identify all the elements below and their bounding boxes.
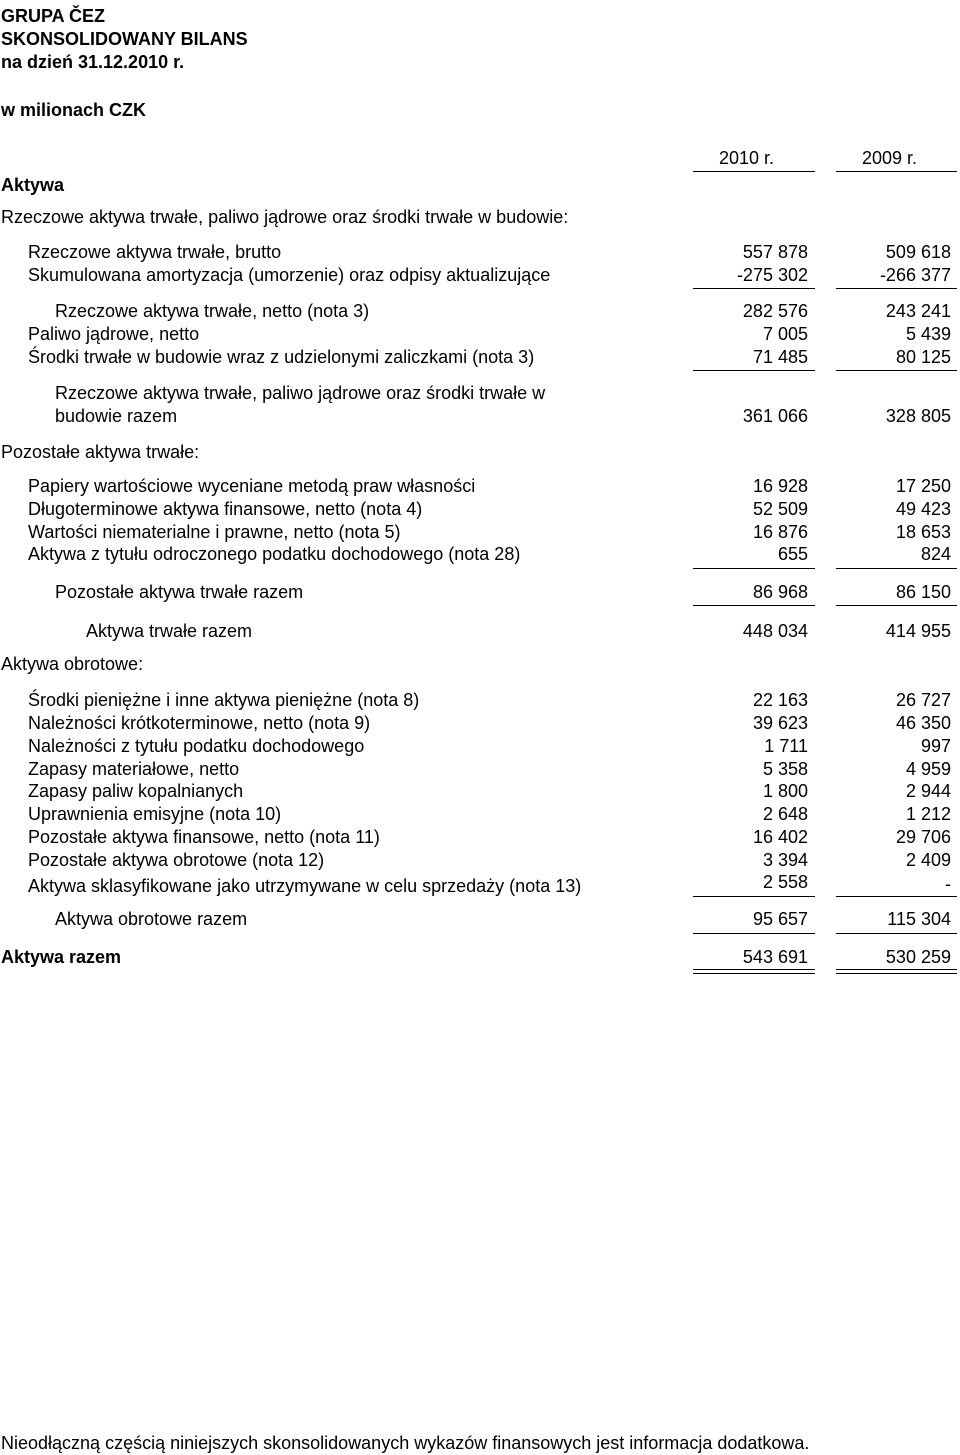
row-label: Papiery wartościowe wyceniane metodą praw własności [28, 476, 476, 496]
value-2010: 71 485 [752, 347, 808, 367]
value-2009: 2 944 [905, 781, 951, 801]
value-2010: 448 034 [742, 621, 808, 641]
value-2009: 4 959 [905, 759, 951, 779]
value-2010: -275 302 [736, 265, 808, 285]
unit-label: w milionach CZK [1, 100, 147, 120]
value-2009: 29 706 [895, 827, 951, 847]
value-2009: 80 125 [895, 347, 951, 367]
value-2010: 361 066 [742, 406, 808, 426]
value-2010: 52 509 [752, 499, 808, 519]
row-label: Pozostałe aktywa trwałe razem [55, 582, 304, 602]
value-2010: 16 402 [752, 827, 808, 847]
value-2009: 243 241 [885, 301, 951, 321]
row-label: Uprawnienia emisyjne (nota 10) [28, 804, 282, 824]
row-label: Należności z tytułu podatku dochodowego [28, 736, 365, 756]
value-2009: 414 955 [885, 621, 951, 641]
value-2009: 509 618 [885, 242, 951, 262]
subtotal-line [836, 933, 957, 934]
value-2009: 2 409 [905, 850, 951, 870]
value-2009: 997 [920, 736, 951, 756]
value-2009: 328 805 [885, 406, 951, 426]
value-2010: 655 [777, 544, 808, 564]
subtotal-line [693, 933, 815, 934]
value-2009: - [945, 874, 951, 894]
row-label: Paliwo jądrowe, netto [28, 324, 200, 344]
row-label: Rzeczowe aktywa trwałe, paliwo jądrowe oraz środki trwałe w [55, 383, 546, 403]
row-label: Aktywa obrotowe razem [55, 909, 248, 929]
assets-total-label: Aktywa razem [1, 947, 122, 967]
footer-note: Nieodłączną częścią niniejszych skonsolidowanych wykazów finansowych jest informacja dodatkowa. [1, 1433, 810, 1453]
double-underline [836, 969, 957, 970]
double-underline [693, 973, 815, 974]
row-label: Środki trwałe w budowie wraz z udzielonymi zaliczkami (nota 3) [28, 347, 535, 367]
value-2009: 46 350 [895, 713, 951, 733]
value-2010: 2 648 [762, 804, 808, 824]
row-label: Zapasy paliw kopalnianych [28, 781, 244, 801]
value-2009: 17 250 [895, 476, 951, 496]
row-label: budowie razem [55, 406, 178, 426]
subtotal-line [693, 370, 815, 371]
section-assets: Aktywa [1, 175, 65, 195]
value-2010: 1 800 [762, 781, 808, 801]
value-2010: 16 876 [752, 522, 808, 542]
value-2009: 1 212 [905, 804, 951, 824]
row-label: Aktywa sklasyfikowane jako utrzymywane w celu sprzedaży (nota 13) [28, 876, 582, 896]
value-2010: 7 005 [762, 324, 808, 344]
ppe-heading: Rzeczowe aktywa trwałe, paliwo jądrowe oraz środki trwałe w budowie: [1, 207, 569, 227]
subtotal-line [693, 568, 815, 569]
value-2010: 1 711 [764, 736, 808, 756]
column-header-2009: 2009 r. [862, 148, 918, 168]
value-2009: 5 439 [905, 324, 951, 344]
value-2010: 95 657 [752, 909, 808, 929]
value-2009: 18 653 [895, 522, 951, 542]
subtotal-line [836, 370, 957, 371]
value-2010: 282 576 [742, 301, 808, 321]
column-header-underline [836, 171, 957, 172]
value-2009: 49 423 [895, 499, 951, 519]
row-label: Środki pieniężne i inne aktywa pieniężne (nota 8) [28, 690, 420, 710]
row-label: Aktywa trwałe razem [86, 621, 253, 641]
row-label: Skumulowana amortyzacja (umorzenie) oraz odpisy aktualizujące [28, 265, 551, 285]
subtotal-line [693, 896, 815, 897]
other-noncurrent-heading: Pozostałe aktywa trwałe: [1, 442, 200, 462]
subtotal-line [836, 605, 957, 606]
row-label: Rzeczowe aktywa trwałe, netto (nota 3) [55, 301, 370, 321]
row-label: Pozostałe aktywa finansowe, netto (nota 11) [28, 827, 380, 847]
subtotal-line [836, 288, 957, 289]
value-2009: 115 304 [887, 909, 951, 929]
value-2010: 5 358 [762, 759, 808, 779]
value-2010: 2 558 [762, 872, 808, 892]
value-2009: 530 259 [885, 947, 951, 967]
value-2010: 86 968 [752, 582, 808, 602]
subtotal-line [836, 568, 957, 569]
subtotal-line [693, 288, 815, 289]
subtotal-line [836, 896, 957, 897]
value-2009: 26 727 [895, 690, 951, 710]
row-label: Zapasy materiałowe, netto [28, 759, 240, 779]
value-2010: 3 394 [762, 850, 808, 870]
column-header-underline [693, 171, 815, 172]
value-2010: 16 928 [752, 476, 808, 496]
company-name: GRUPA ČEZ [1, 6, 106, 26]
statement-date: na dzień 31.12.2010 r. [1, 52, 185, 72]
row-label: Wartości niematerialne i prawne, netto (nota 5) [28, 522, 401, 542]
row-label: Pozostałe aktywa obrotowe (nota 12) [28, 850, 325, 870]
column-header-2010: 2010 r. [719, 148, 775, 168]
statement-title: SKONSOLIDOWANY BILANS [1, 29, 248, 49]
value-2009: 824 [920, 544, 951, 564]
row-label: Rzeczowe aktywa trwałe, brutto [28, 242, 282, 262]
row-label: Należności krótkoterminowe, netto (nota 9) [28, 713, 371, 733]
current-assets-heading: Aktywa obrotowe: [1, 654, 144, 674]
row-label: Długoterminowe aktywa finansowe, netto (nota 4) [28, 499, 423, 519]
double-underline [693, 969, 815, 970]
subtotal-line [693, 605, 815, 606]
value-2009: -266 377 [879, 265, 951, 285]
value-2010: 543 691 [742, 947, 808, 967]
double-underline [836, 973, 957, 974]
row-label: Aktywa z tytułu odroczonego podatku dochodowego (nota 28) [28, 544, 521, 564]
value-2010: 557 878 [742, 242, 808, 262]
value-2010: 39 623 [752, 713, 808, 733]
value-2010: 22 163 [752, 690, 808, 710]
value-2009: 86 150 [895, 582, 951, 602]
